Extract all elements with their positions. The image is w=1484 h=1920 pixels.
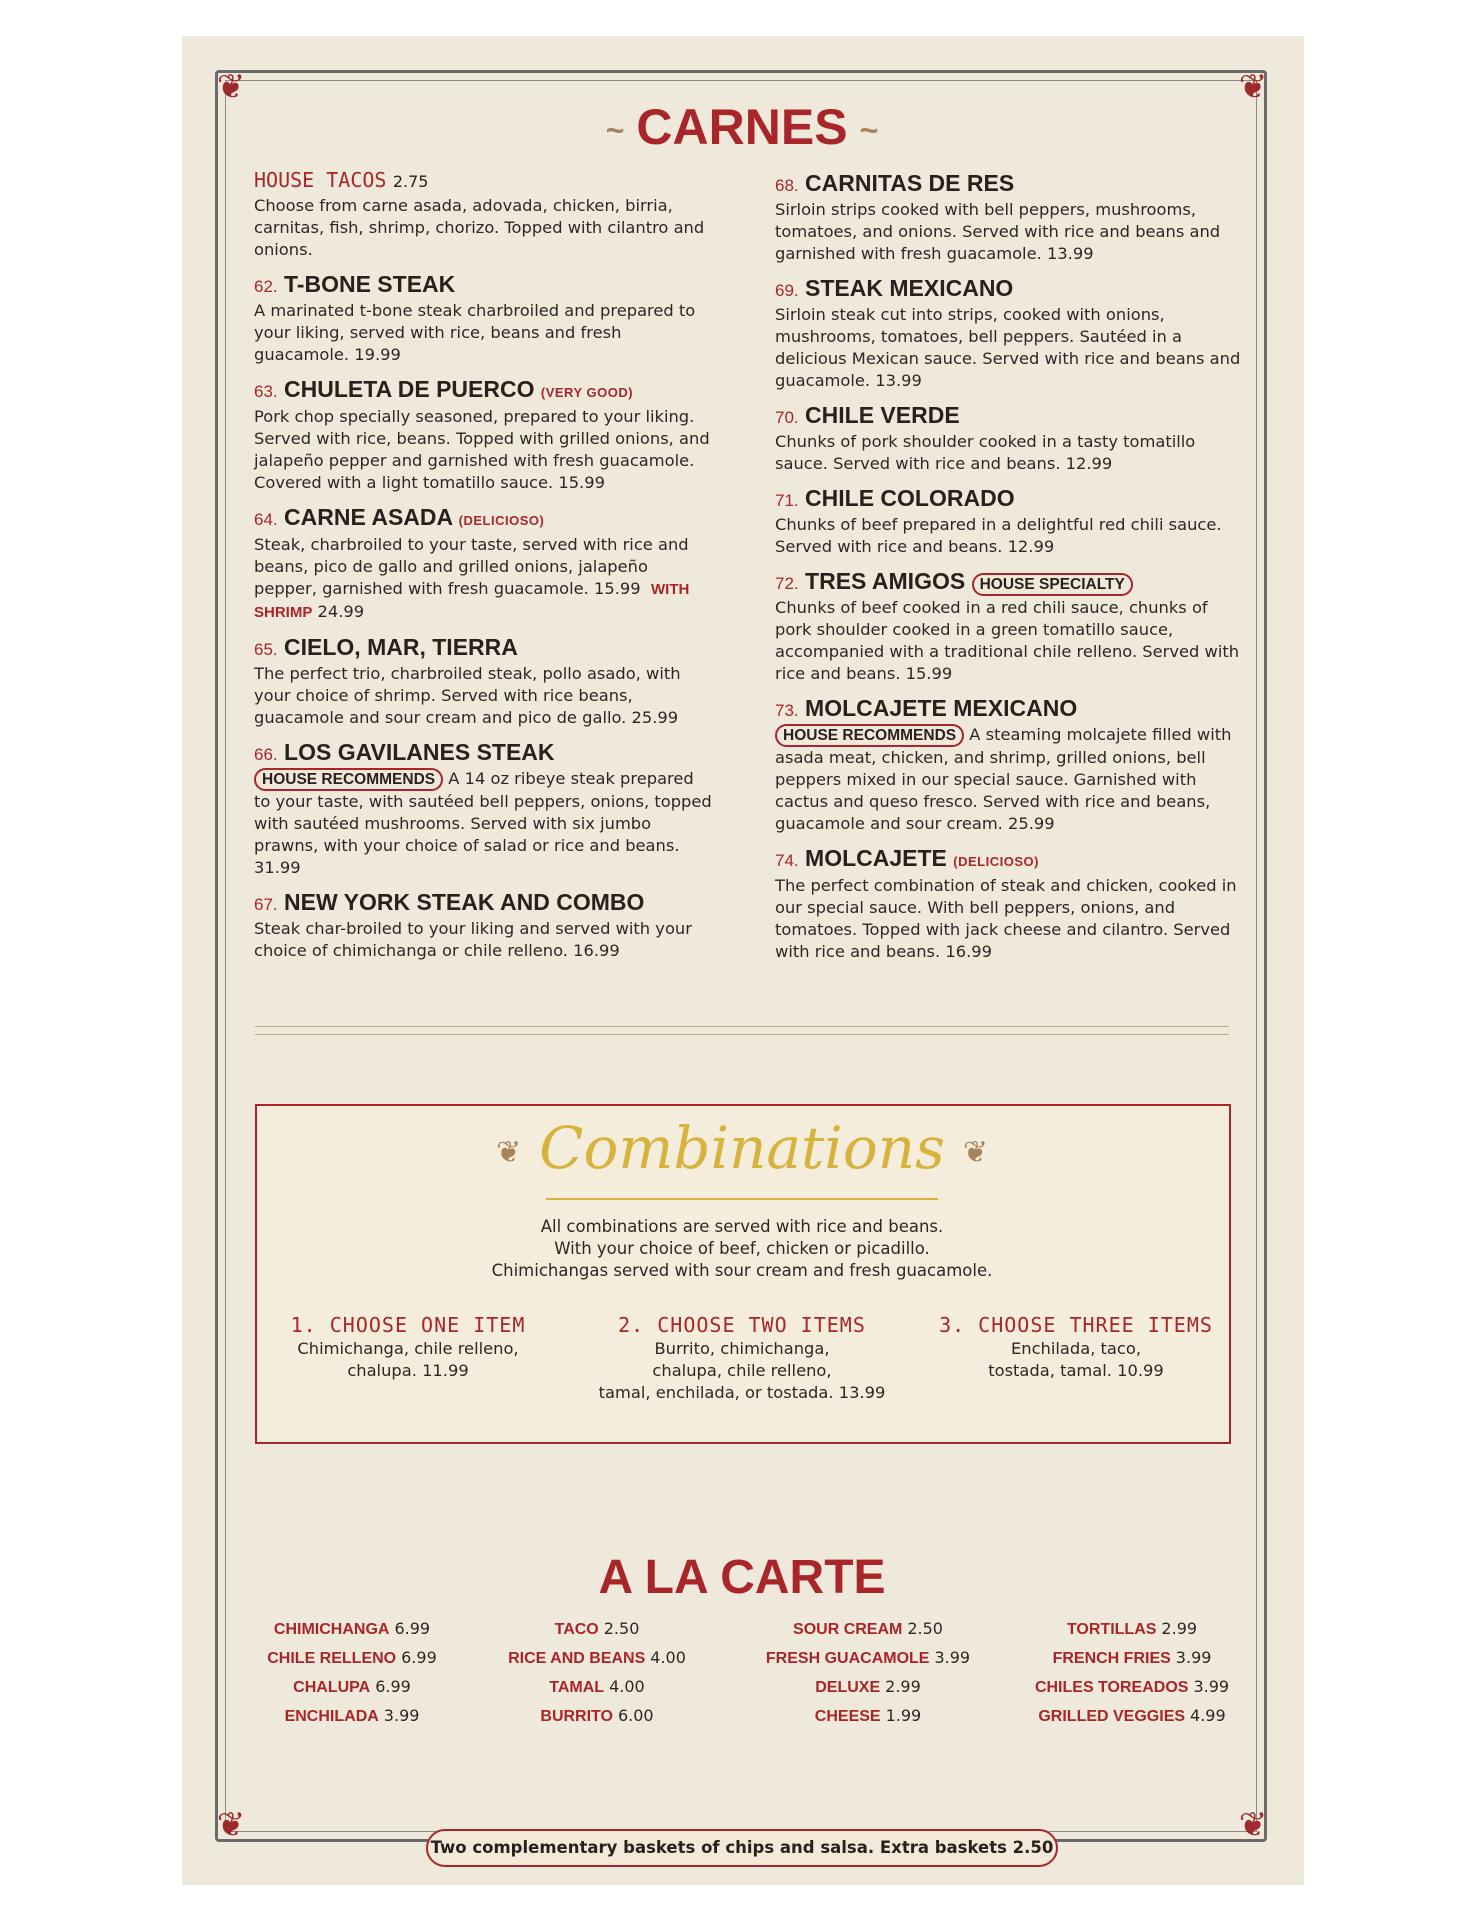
a-la-carte-item [1002,1673,1262,1702]
menu-item-65 [254,634,714,729]
item-name: MOLCAJETE MEXICANO [805,695,1078,721]
menu-item-74 [775,845,1245,963]
a-la-carte-item [472,1644,722,1673]
menu-item-house-tacos [254,166,714,261]
item-number: 69. [775,281,799,300]
combo-option-line: chalupa. 11.99 [347,1361,469,1380]
item-description: The perfect combination of steak and chicken, cooked in our special sauce. With bell peppers, onions, and tomatoes. Topped with jack cheese and cilantro. Served with rice and beans. 16.99 [775,876,1237,961]
section-divider [255,1034,1229,1035]
item-description: A marinated t-bone steak charbroiled and prepared to your liking, served with rice, beans and fresh guacamole. 19.99 [254,301,696,364]
a-la-carte-item [472,1673,722,1702]
a-la-carte-name: ENCHILADA [284,1708,379,1725]
item-description: A steaming molcajete filled with asada meat, chicken, and shrimp, grilled onions, bell peppers mixed in our special sauce. Garnished with cactus and queso fresco. Served with rice and beans, guacamole and sour cream. 25.99 [775,725,1232,833]
combo-option-2 [582,1312,902,1404]
combo-option-heading: 2. CHOOSE TWO ITEMS [618,1313,866,1337]
a-la-carte-name: SOUR CREAM [793,1621,903,1638]
item-description: Sirloin steak cut into strips, cooked with onions, mushrooms, tomatoes, bell peppers. Sautéed in a delicious Mexican sauce. Served with rice and beans and guacamole. 13.99 [775,305,1241,390]
item-description: Chunks of beef prepared in a delightful red chili sauce. Served with rice and beans. 12.99 [775,515,1222,556]
a-la-carte-price: 4.99 [1190,1706,1226,1725]
intro-line: All combinations are served with rice and beans. [540,1217,944,1236]
combo-option-3 [916,1312,1236,1382]
menu-item-64 [254,504,714,624]
house-recommends-badge: HOUSE RECOMMENDS [254,768,443,791]
item-name: STEAK MEXICANO [805,275,1014,301]
a-la-carte-price: 3.99 [934,1648,971,1667]
combo-option-line: Chimichanga, chile relleno, [297,1339,519,1358]
a-la-carte-name: CHILE RELLENO [267,1650,397,1667]
item-description: Steak, charbroiled to your taste, served with rice and beans, pico de gallo and grilled onions, jalapeño pepper, garnished with fresh guacamole. 15.99 [254,535,689,598]
combo-option-heading: 3. CHOOSE THREE ITEMS [939,1313,1213,1337]
a-la-carte-name: TORTILLAS [1066,1621,1157,1638]
a-la-carte-item [733,1673,1003,1702]
item-number: 73. [775,701,799,720]
item-tag: (DELICIOSO) [953,854,1039,869]
corner-flourish-icon: ❦ [216,67,246,107]
item-number: 67. [254,895,278,914]
a-la-carte-item [733,1644,1003,1673]
a-la-carte-item [733,1702,1003,1731]
swirl-icon: ~ [605,112,625,149]
item-description: Steak char-broiled to your liking and served with your choice of chimichanga or chile relleno. 16.99 [254,919,692,960]
item-number: 65. [254,640,278,659]
combo-option-line: chalupa, chile relleno, [652,1361,832,1380]
item-description: Pork chop specially seasoned, prepared to your liking. Served with rice, beans. Topped with grilled onions, and jalapeño pepper and garnished with fresh guacamole. Covered with a light tomatillo sauce. 15.99 [254,407,710,492]
house-recommends-badge: HOUSE RECOMMENDS [775,724,964,747]
item-name: HOUSE TACOS [254,168,387,192]
item-number: 63. [254,382,278,401]
a-la-carte-name: FRESH GUACAMOLE [765,1650,930,1667]
item-name: CIELO, MAR, TIERRA [284,634,518,660]
item-name: CARNITAS DE RES [805,170,1015,196]
a-la-carte-name: RICE AND BEANS [508,1650,646,1667]
a-la-carte-name: CHIMICHANGA [273,1621,390,1638]
a-la-carte-item [227,1702,477,1731]
menu-item-69 [775,275,1245,392]
item-name: TRES AMIGOS [805,568,966,594]
a-la-carte-price: 3.99 [1193,1677,1230,1696]
a-la-carte-price: 3.99 [383,1706,420,1725]
item-number: 66. [254,745,278,764]
swirl-icon: ~ [859,112,879,149]
a-la-carte-price: 2.99 [885,1677,921,1696]
combinations-underline [546,1198,938,1200]
a-la-carte-price: 3.99 [1175,1648,1212,1667]
item-extra-price: 24.99 [317,602,365,621]
item-price: 2.75 [392,172,429,191]
a-la-carte-item [227,1673,477,1702]
item-description: Sirloin strips cooked with bell peppers, mushrooms, tomatoes, and onions. Served with rice and beans and garnished with fresh guacamole. 13.99 [775,200,1221,263]
carnes-right-column [775,170,1245,973]
a-la-carte-price: 2.50 [603,1619,640,1638]
combinations-title [0,1114,1484,1182]
a-la-carte-name: DELUXE [815,1679,881,1696]
item-description: Chunks of pork shoulder cooked in a tasty tomatillo sauce. Served with rice and beans. 12.99 [775,432,1196,473]
item-tag: (VERY GOOD) [540,385,634,400]
menu-item-68 [775,170,1245,265]
a-la-carte-price: 2.50 [907,1619,943,1638]
a-la-carte-price: 6.99 [401,1648,437,1667]
item-number: 70. [775,408,799,427]
item-number: 74. [775,851,799,870]
combo-option-line: tamal, enchilada, or tostada. 13.99 [598,1383,886,1402]
a-la-carte-column-1 [227,1615,477,1731]
a-la-carte-name: GRILLED VEGGIES [1038,1708,1186,1725]
combo-option-line: Enchilada, taco, [1010,1339,1141,1358]
item-description: Chunks of beef cooked in a red chili sauce, chunks of pork shoulder cooked in a green tomatillo sauce, accompanied with a traditional chile relleno. Served with rice and beans. 15.99 [775,598,1240,683]
item-name: CHILE VERDE [805,402,960,428]
combinations-title-text: Combinations [539,1114,945,1182]
a-la-carte-price: 2.99 [1161,1619,1198,1638]
intro-line: With your choice of beef, chicken or picadillo. [554,1239,930,1258]
flourish-icon: ❦ [962,1135,989,1171]
corner-flourish-icon: ❦ [216,1805,246,1845]
menu-item-67 [254,889,714,962]
menu-item-66 [254,739,714,879]
flourish-icon: ❦ [495,1135,522,1171]
a-la-carte-item [733,1615,1003,1644]
combo-option-line: Burrito, chimichanga, [654,1339,830,1358]
a-la-carte-price: 6.99 [394,1619,431,1638]
item-name: LOS GAVILANES STEAK [284,739,555,765]
a-la-carte-column-4 [1002,1615,1262,1731]
a-la-carte-name: TACO [554,1621,599,1638]
item-number: 62. [254,277,278,296]
corner-flourish-icon: ❦ [1238,1805,1268,1845]
a-la-carte-price: 6.00 [617,1706,654,1725]
item-name: CARNE ASADA [284,504,453,530]
corner-flourish-icon: ❦ [1238,67,1268,107]
house-specialty-badge: HOUSE SPECIALTY [972,573,1133,596]
carnes-title-text: CARNES [636,99,848,155]
menu-item-71 [775,485,1245,558]
combinations-intro [0,1216,1484,1282]
a-la-carte-item [1002,1615,1262,1644]
a-la-carte-item [227,1644,477,1673]
a-la-carte-name: CHALUPA [293,1679,371,1696]
menu-item-72 [775,568,1245,685]
item-description: Choose from carne asada, adovada, chicken, birria, carnitas, fish, shrimp, chorizo. Topped with cilantro and onions. [254,196,705,259]
a-la-carte-name: BURRITO [540,1708,613,1725]
a-la-carte-title: A LA CARTE [598,1551,886,1604]
a-la-carte-price: 1.99 [885,1706,922,1725]
a-la-carte-price: 4.00 [609,1677,645,1696]
carnes-title [0,98,1484,156]
item-extra-label: WITH SHRIMP [254,581,690,621]
menu-item-62 [254,271,714,366]
a-la-carte-column-3 [733,1615,1003,1731]
a-la-carte-price: 6.99 [375,1677,411,1696]
item-tag: (DELICIOSO) [458,513,545,528]
a-la-carte-price: 4.00 [650,1648,686,1667]
a-la-carte-item [472,1615,722,1644]
item-number: 68. [775,176,799,195]
item-name: NEW YORK STEAK AND COMBO [284,889,645,915]
item-name: CHULETA DE PUERCO [284,376,535,402]
a-la-carte-item [472,1702,722,1731]
menu-item-63 [254,376,714,494]
a-la-carte-name: FRENCH FRIES [1052,1650,1171,1667]
chips-salsa-banner: Two complementary baskets of chips and salsa. Extra baskets 2.50 [426,1829,1058,1867]
intro-line: Chimichangas served with sour cream and fresh guacamole. [491,1261,993,1280]
a-la-carte-name: CHEESE [814,1708,881,1725]
item-description: The perfect trio, charbroiled steak, pollo asado, with your choice of shrimp. Served with rice beans, guacamole and sour cream and pico de gallo. 25.99 [254,664,681,727]
menu-item-70 [775,402,1245,475]
a-la-carte-name: CHILES TOREADOS [1034,1679,1189,1696]
combo-option-heading: 1. CHOOSE ONE ITEM [290,1313,526,1337]
item-number: 72. [775,574,799,593]
combo-option-1 [248,1312,568,1382]
item-name: MOLCAJETE [805,845,947,871]
menu-item-73 [775,695,1245,835]
carnes-left-column [254,166,714,972]
item-description: A 14 oz ribeye steak prepared to your taste, with sautéed bell peppers, onions, topped with sautéed mushrooms. Served with six jumbo prawns, with your choice of salad or rice and beans. 31.99 [254,769,712,877]
item-number: 64. [254,510,278,529]
a-la-carte-item [1002,1702,1262,1731]
a-la-carte-item [1002,1644,1262,1673]
section-divider [255,1026,1229,1027]
item-name: T-BONE STEAK [284,271,456,297]
combo-option-line: tostada, tamal. 10.99 [988,1361,1164,1380]
item-number: 71. [775,491,799,510]
a-la-carte-name: TAMAL [549,1679,605,1696]
a-la-carte-item [227,1615,477,1644]
item-name: CHILE COLORADO [805,485,1015,511]
a-la-carte-column-2 [472,1615,722,1731]
